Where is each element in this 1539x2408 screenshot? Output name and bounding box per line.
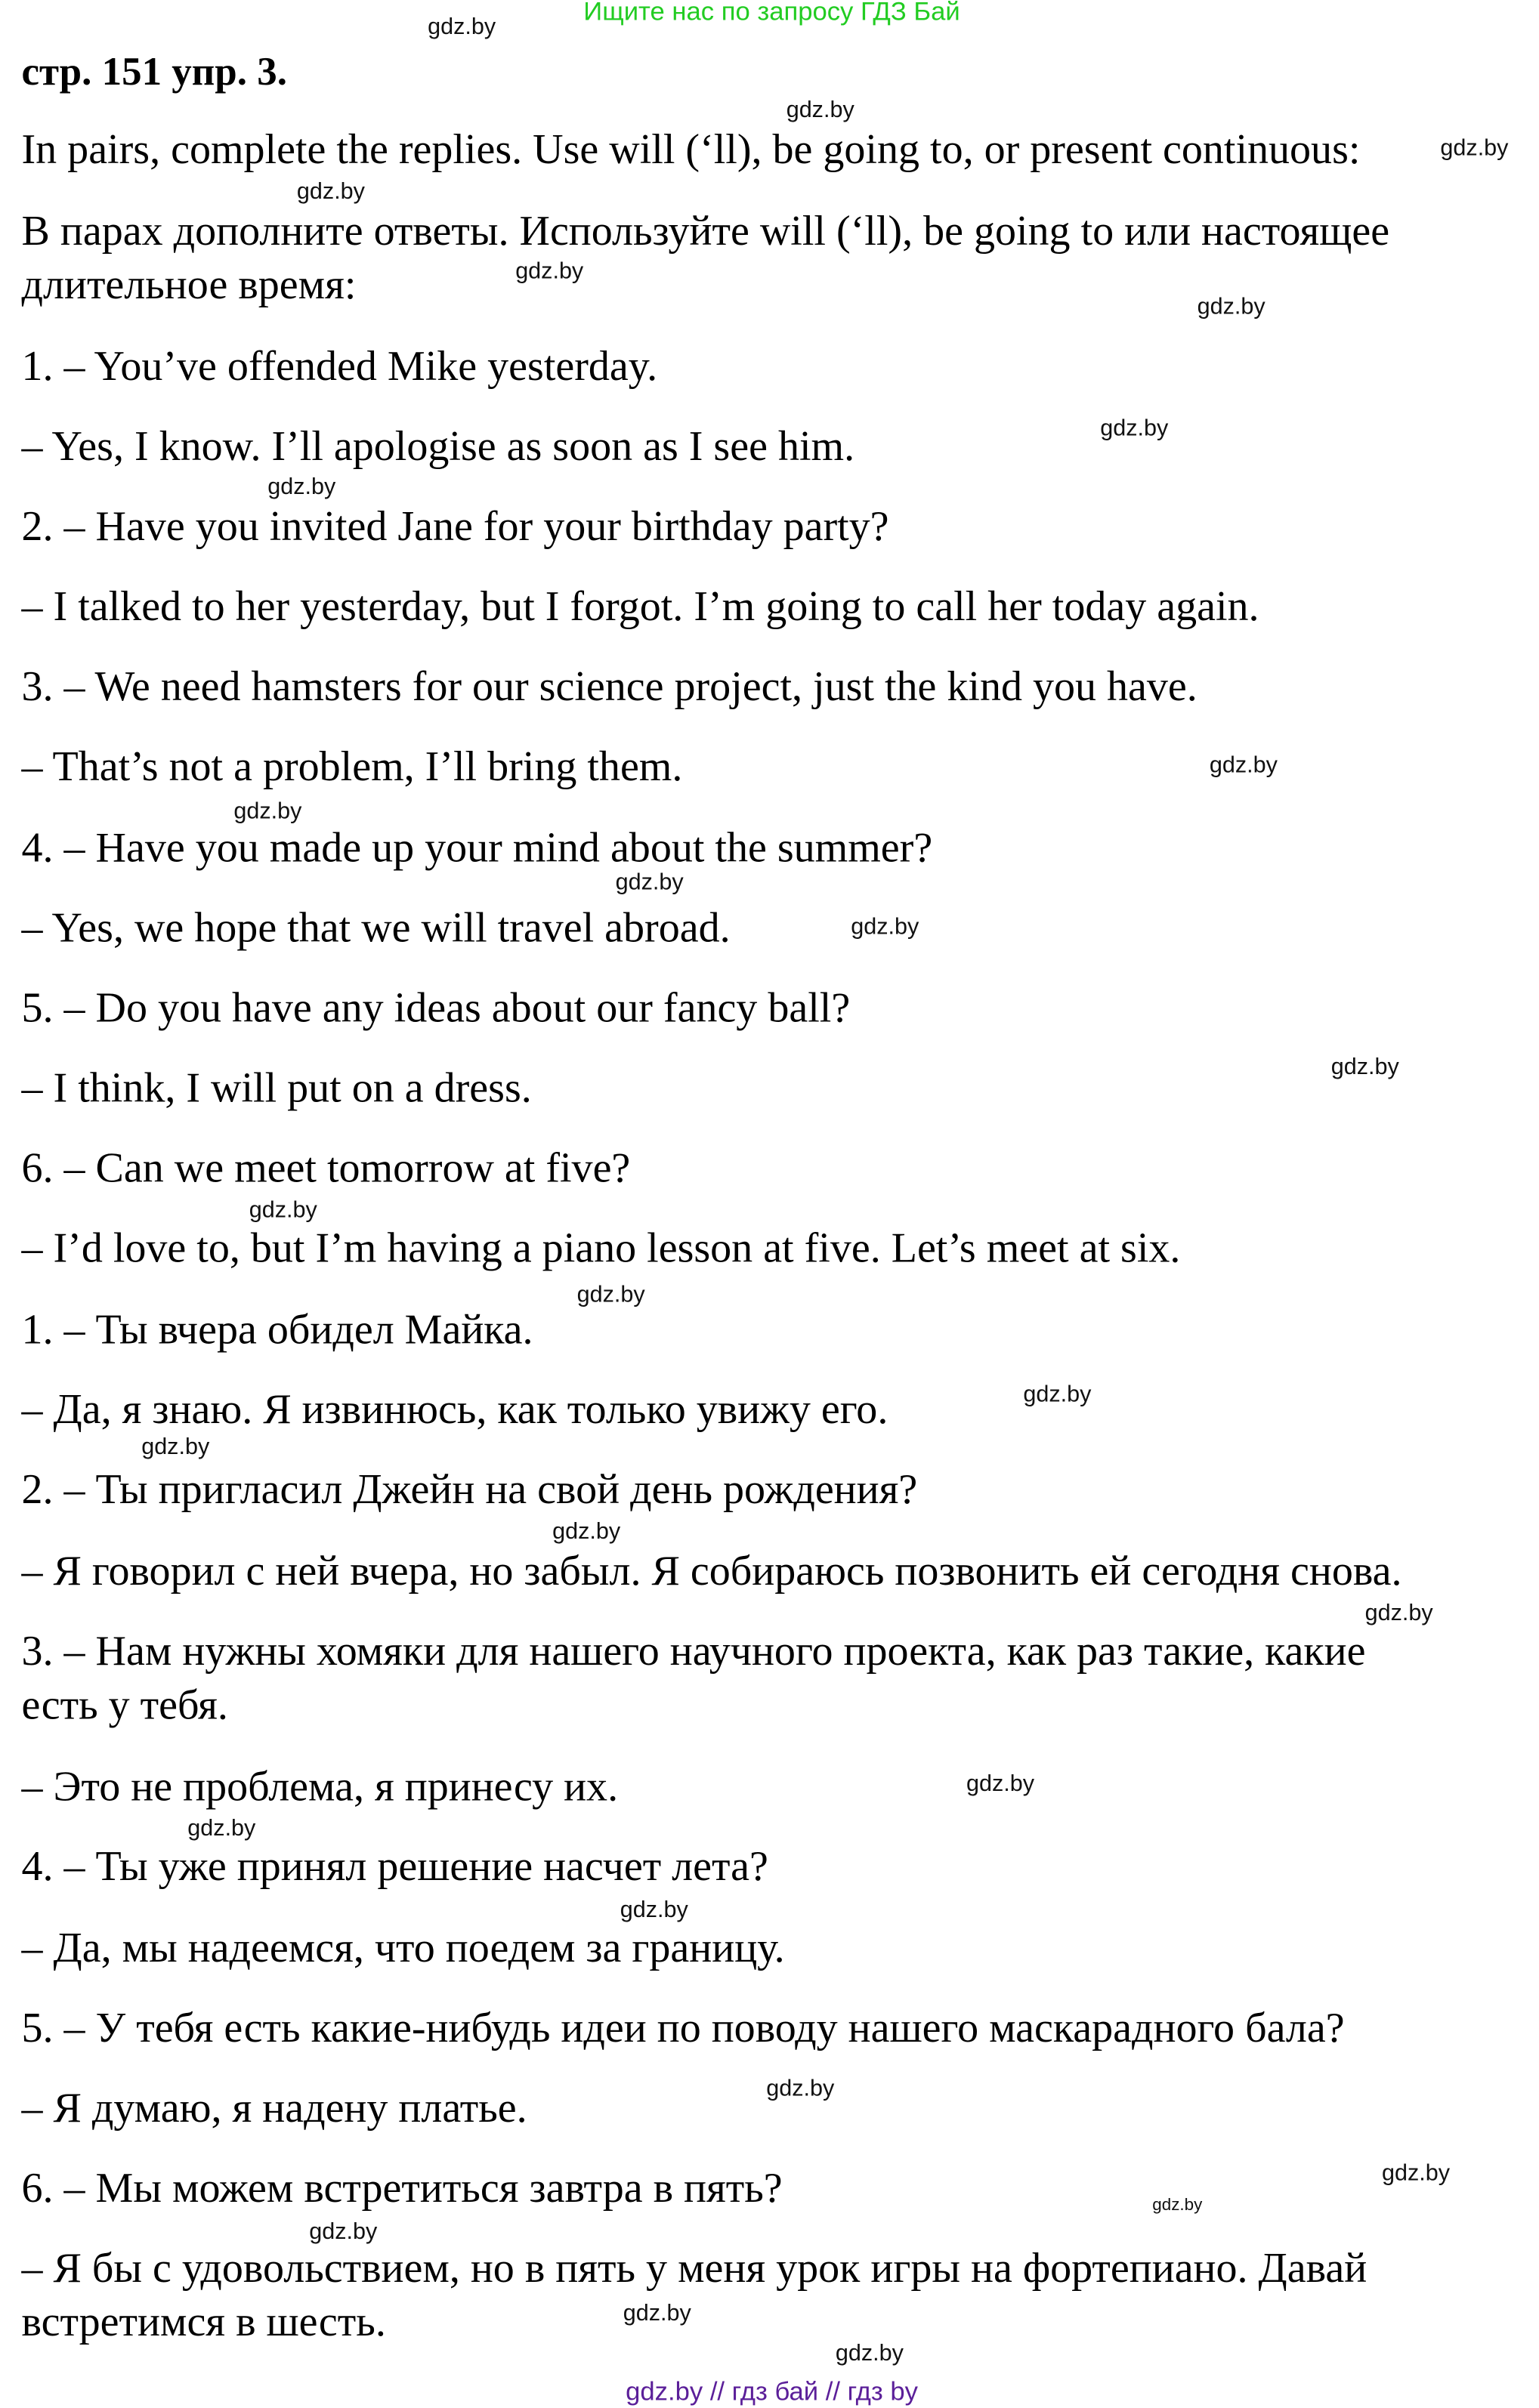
watermark: gdz.by xyxy=(552,1518,621,1545)
watermark: gdz.by xyxy=(1023,1382,1092,1408)
watermark: gdz.by xyxy=(766,2075,835,2102)
text-line: – Да, я знаю. Я извинюсь, как только увижу его. xyxy=(21,1385,888,1433)
watermark: gdz.by xyxy=(851,913,919,940)
watermark: gdz.by xyxy=(267,474,336,501)
instruction-line: In pairs, complete the replies. Use will (‘ll), be going to, or present continuous: xyxy=(21,124,1361,173)
watermark: gdz.by xyxy=(835,2340,904,2366)
watermark: gdz.by xyxy=(1382,2159,1451,2187)
text-line: 6. – Can we meet tomorrow at five? xyxy=(21,1143,631,1191)
watermark: gdz.by xyxy=(309,2218,378,2245)
text-line: 3. – Нам нужны хомяки для нашего научного проекта, как раз такие, какие xyxy=(21,1626,1366,1675)
instruction-line: В парах дополните ответы. Используйте will (‘ll), be going to или настоящее xyxy=(21,205,1390,255)
text-line: 5. – У тебя есть какие-нибудь идеи по поводу нашего маскарадного бала? xyxy=(21,2003,1345,2051)
watermark: gdz.by xyxy=(1100,415,1169,442)
text-line: 4. – Ты уже принял решение насчет лета? xyxy=(21,1842,768,1890)
text-line: есть у тебя. xyxy=(21,1680,228,1728)
text-line: 2. – Have you invited Jane for your birthday party? xyxy=(21,502,889,550)
text-line: – Да, мы надеемся, что поедем за границу. xyxy=(21,1923,785,1971)
text-line: 2. – Ты пригласил Джейн на свой день рождения? xyxy=(21,1465,918,1513)
footer-links[interactable]: gdz.by // гдз бай // гдз by xyxy=(626,2377,918,2406)
watermark: gdz.by xyxy=(1197,294,1266,320)
instruction-line: длительное время: xyxy=(21,260,357,308)
watermark: gdz.by xyxy=(428,14,496,40)
text-line: 1. – Ты вчера обидел Майка. xyxy=(21,1304,533,1353)
text-line: – I’d love to, but I’m having a piano lesson at five. Let’s meet at six. xyxy=(21,1223,1181,1271)
watermark: gdz.by xyxy=(187,1815,256,1842)
watermark: gdz.by xyxy=(1440,135,1509,162)
watermark: gdz.by xyxy=(1152,2196,1203,2215)
watermark: gdz.by xyxy=(1209,752,1278,779)
text-line: – Yes, we hope that we will travel abroad. xyxy=(21,903,731,951)
page-title: стр. 151 упр. 3. xyxy=(21,49,287,94)
text-line: – I think, I will put on a dress. xyxy=(21,1063,532,1111)
text-line: – Я бы с удовольствием, но в пять у меня урок игры на фортепиано. Давай xyxy=(21,2243,1367,2292)
text-line: 4. – Have you made up your mind about the summer? xyxy=(21,823,933,871)
text-line: 3. – We need hamsters for our science project, just the kind you have. xyxy=(21,661,1198,710)
text-line: – Это не проблема, я принесу их. xyxy=(21,1761,619,1810)
header-banner[interactable]: Ищите нас по запросу ГДЗ Бай xyxy=(583,0,960,26)
text-line: – Я думаю, я надену платье. xyxy=(21,2083,527,2132)
watermark: gdz.by xyxy=(615,869,684,896)
watermark: gdz.by xyxy=(576,1281,645,1308)
text-line: 5. – Do you have any ideas about our fancy ball? xyxy=(21,983,851,1031)
watermark: gdz.by xyxy=(249,1196,317,1224)
text-line: 6. – Мы можем встретиться завтра в пять? xyxy=(21,2163,783,2212)
watermark: gdz.by xyxy=(620,1897,688,1924)
watermark: gdz.by xyxy=(515,258,584,285)
watermark: gdz.by xyxy=(233,798,302,825)
watermark: gdz.by xyxy=(141,1434,210,1461)
text-line: встретимся в шесть. xyxy=(21,2297,386,2345)
watermark: gdz.by xyxy=(296,178,365,205)
watermark: gdz.by xyxy=(966,1770,1035,1798)
watermark: gdz.by xyxy=(623,2300,691,2326)
watermark: gdz.by xyxy=(786,97,854,123)
text-line: – Yes, I know. I’ll apologise as soon as I see him. xyxy=(21,421,855,470)
text-line: – Я говорил с ней вчера, но забыл. Я собираюсь позвонить ей сегодня снова. xyxy=(21,1546,1402,1595)
watermark: gdz.by xyxy=(1364,1600,1433,1627)
watermark: gdz.by xyxy=(1330,1054,1399,1080)
text-line: 1. – You’ve offended Mike yesterday. xyxy=(21,341,658,390)
text-line: – That’s not a problem, I’ll bring them. xyxy=(21,741,683,789)
text-line: – I talked to her yesterday, but I forgot. I’m going to call her today again. xyxy=(21,581,1259,630)
